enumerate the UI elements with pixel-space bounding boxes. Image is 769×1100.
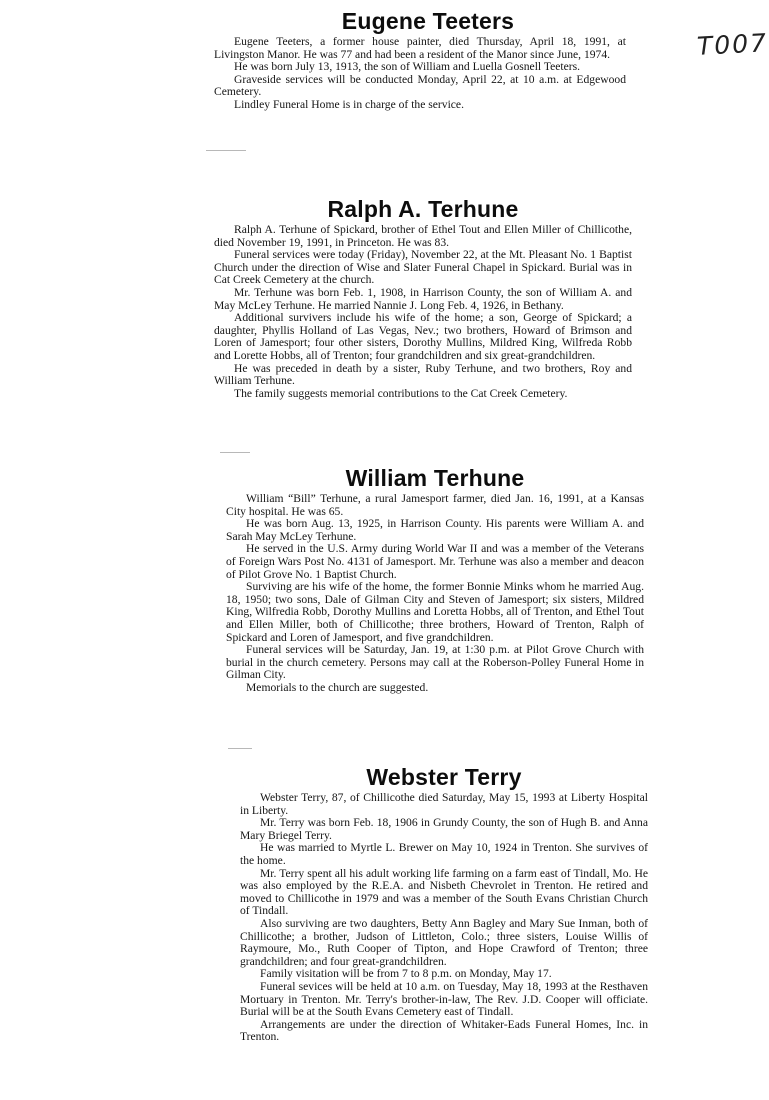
obituary-paragraph: Funeral services were today (Friday), November 22, at the Mt. Pleasant No. 1 Baptist Church under the direction of Wise and Slater Funeral Chapel in Spickard. Burial was in Cat Creek Cemetery at the church. — [214, 248, 632, 287]
handwritten-annotation: T007 — [696, 28, 769, 61]
obituary-paragraph: Funeral sevices will be held at 10 a.m. on Tuesday, May 18, 1993 at the Resthaven Mortuary in Trenton. Mr. Terry's brother-in-law, The Rev. J.D. Cooper will officiate. Burial will be at the South Evans Cemetery east of Tindall. — [240, 979, 648, 1019]
obituary-paragraph: Arrangements are under the direction of Whitaker-Eads Funeral Homes, Inc. in Trenton. — [240, 1017, 648, 1044]
obituary-paragraph: Funeral services will be Saturday, Jan. 19, at 1:30 p.m. at Pilot Grove Church with burial in the church cemetery. Persons may call at the Roberson-Polley Funeral Home in Gilman City. — [226, 643, 644, 682]
obituary-paragraph: He was married to Myrtle L. Brewer on May 10, 1924 in Trenton. She survives of the home. — [240, 841, 648, 867]
clipping-edge — [228, 748, 252, 749]
obituary-paragraph: Ralph A. Terhune of Spickard, brother of Ethel Tout and Ellen Miller of Chillicothe, died November 19, 1991, in Princeton. He was 83. — [214, 223, 632, 249]
obituary-eugene-teeters — [214, 8, 626, 112]
obituary-paragraph: Also surviving are two daughters, Betty Ann Bagley and Mary Sue Inman, both of Chillicothe; a brother, Judson of Littleton, Colo.; three sisters, Louise Willis of Raymoure, Mo., Ruth Cooper of Tipton, and Hope Crawford of Trenton; three grandchildren; and four great-grandchildren. — [240, 916, 648, 968]
obituary-paragraph: Mr. Terhune was born Feb. 1, 1908, in Harrison County, the son of William A. and May McLey Terhune. He married Nannie J. Long Feb. 4, 1926, in Bethany. — [214, 285, 632, 312]
obituary-paragraph: Webster Terry, 87, of Chillicothe died Saturday, May 15, 1993 at Liberty Hospital in Liberty. — [240, 791, 648, 817]
obituary-paragraph: Lindley Funeral Home is in charge of the service. — [234, 97, 464, 111]
obituary-paragraph: Mr. Terry spent all his adult working life farming on a farm east of Tindall, Mo. He was also employed by the R.E.A. and Nisbeth Chevrolet in Trenton. He retired and moved to Chillicothe in 1979 and was a member of the South Evans Christian Church of Tindall. — [240, 866, 648, 918]
obituary-paragraph: He was born Aug. 13, 1925, in Harrison County. His parents were William A. and Sarah May McLey Terhune. — [226, 517, 644, 543]
obituary-ralph-terhune — [214, 196, 632, 400]
obituary-headline: Eugene Teeters — [341, 8, 515, 34]
obituary-paragraph: He served in the U.S. Army during World War II and was a member of the Veterans of Foreign Wars Post No. 4131 of Jamesport. Mr. Terhune was also a member and deacon of Pilot Grove No. 1 Baptist Church. — [226, 542, 644, 581]
clipping-edge — [220, 452, 250, 453]
obituary-paragraph: Surviving are his wife of the home, the former Bonnie Minks whom he married Aug. 18, 1950; two sons, Dale of Gilman City and Steven of Jamesport; six sisters, Mildred King, Wilfredia Robb, Dorothy Mullins and Loretta Hobbs, all of Trenton, and Ethel Tout and Ellen Miller, both of Chillicothe; three brothers, Howard of Trenton, Ralph of Spickard and Loren of Jamesport, and five grandchildren. — [226, 580, 644, 644]
obituary-paragraph: Eugene Teeters, a former house painter, died Thursday, April 18, 1991, at Livingston Manor. He was 77 and had been a resident of the Manor since June, 1974. — [214, 35, 626, 61]
clipping-edge — [206, 150, 246, 151]
obituary-webster-terry — [240, 764, 648, 1044]
obituary-headline: Ralph A. Terhune — [327, 196, 519, 222]
obituary-paragraph: He was preceded in death by a sister, Ruby Terhune, and two brothers, Roy and William Terhune. — [214, 361, 632, 388]
obituary-headline: William Terhune — [345, 465, 525, 491]
obituary-paragraph: Mr. Terry was born Feb. 18, 1906 in Grundy County, the son of Hugh B. and Anna Mary Briegel Terry. — [240, 816, 648, 842]
obituary-headline: Webster Terry — [366, 764, 522, 790]
obituary-paragraph: Additional survivers include his wife of the home; a son, George of Spickard; a daughter, Phyllis Holland of Las Vegas, Nev.; two brothers, Howard of Brimson and Loren of Jamesport; four other sisters, Dorothy Mullins, Mildred King, Wilfreda Robb and Lorette Hobbs, all of Trenton; four grandchildren and six great-grandchildren. — [214, 311, 632, 362]
obituary-paragraph: Memorials to the church are suggested. — [246, 680, 429, 694]
obituary-paragraph: William “Bill” Terhune, a rural Jamesport farmer, died Jan. 16, 1991, at a Kansas City hospital. He was 65. — [226, 492, 644, 518]
obituary-paragraph: Graveside services will be conducted Monday, April 22, at 10 a.m. at Edgewood Cemetery. — [214, 72, 626, 99]
obituary-paragraph: Family visitation will be from 7 to 8 p.m. on Monday, May 17. — [260, 967, 552, 981]
obituary-paragraph: He was born July 13, 1913, the son of William and Luella Gosnell Teeters. — [234, 60, 581, 74]
obituary-paragraph: The family suggests memorial contributions to the Cat Creek Cemetery. — [234, 386, 568, 400]
obituary-william-terhune — [226, 465, 644, 695]
